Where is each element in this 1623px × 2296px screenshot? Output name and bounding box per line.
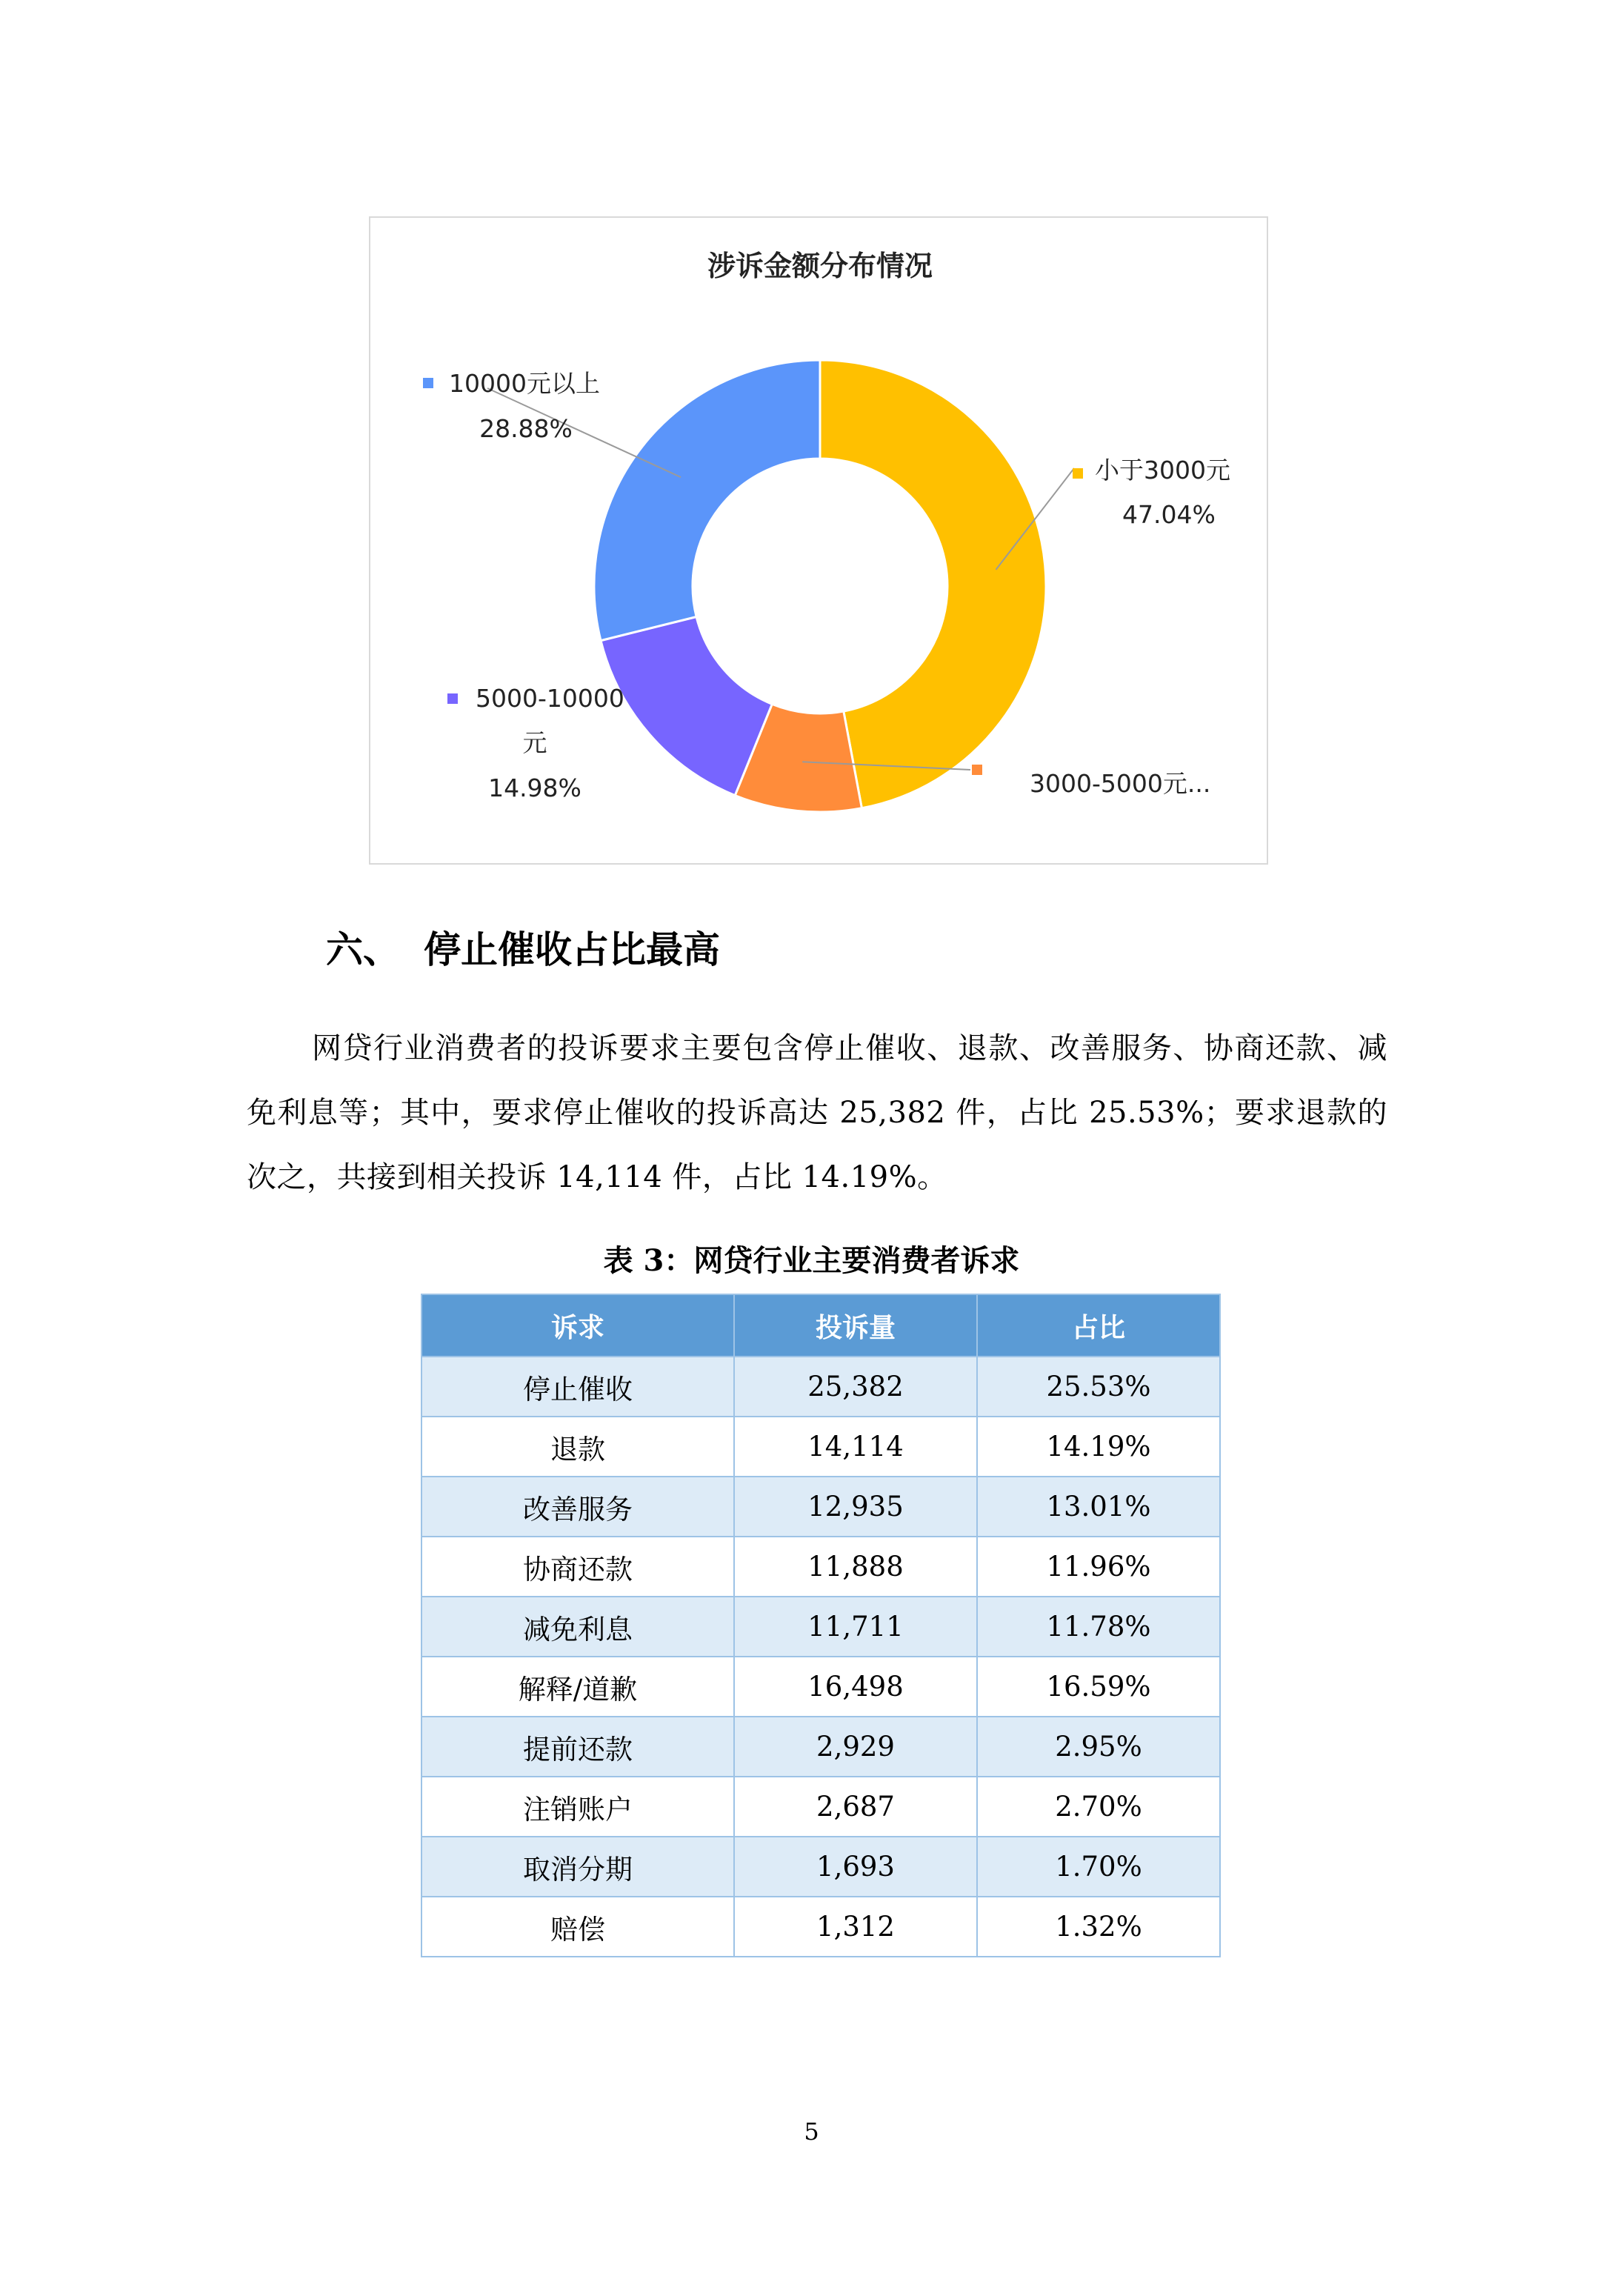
table-row xyxy=(421,1897,1220,1957)
slice-xlarge xyxy=(594,360,820,641)
cell-share: 2.70% xyxy=(977,1777,1220,1837)
slice-label-small: 小于3000元 xyxy=(1095,456,1230,485)
cell-demand: 改善服务 xyxy=(421,1477,734,1537)
slice-pct-small: 47.04% xyxy=(1122,500,1216,529)
table-row xyxy=(421,1777,1220,1837)
cell-count: 12,935 xyxy=(734,1477,977,1537)
table-row xyxy=(421,1657,1220,1717)
chart-title: 涉诉金额分布情况 xyxy=(707,250,933,282)
page-number: 5 xyxy=(804,2117,819,2146)
table-row xyxy=(421,1717,1220,1777)
legend-marker-large xyxy=(447,693,458,704)
cell-count: 11,711 xyxy=(734,1597,977,1657)
slice-large xyxy=(601,617,772,796)
cell-demand: 注销账户 xyxy=(421,1777,734,1837)
section-number: 六、 xyxy=(326,928,400,971)
section-heading xyxy=(326,920,720,974)
cell-share: 11.96% xyxy=(977,1537,1220,1597)
complaint-table xyxy=(421,1294,1221,1957)
cell-share: 16.59% xyxy=(977,1657,1220,1717)
header-share: 占比 xyxy=(977,1294,1220,1357)
cell-share: 2.95% xyxy=(977,1717,1220,1777)
cell-count: 11,888 xyxy=(734,1537,977,1597)
table-header-row xyxy=(421,1294,1220,1357)
cell-count: 2,929 xyxy=(734,1717,977,1777)
cell-demand: 退款 xyxy=(421,1417,734,1477)
cell-share: 1.70% xyxy=(977,1837,1220,1897)
table-row xyxy=(421,1837,1220,1897)
cell-count: 14,114 xyxy=(734,1417,977,1477)
body-paragraph: 网贷行业消费者的投诉要求主要包含停止催收、退款、改善服务、协商还款、减免利息等；其中，要求停止催收的投诉高达 25,382 件，占比 25.53%；要求退款的次之，共接到相关投诉 14,114 件，占比 14.19%。 xyxy=(247,1031,1387,1194)
section-title: 停止催收占比最高 xyxy=(424,928,720,971)
cell-share: 1.32% xyxy=(977,1897,1220,1957)
cell-share: 11.78% xyxy=(977,1597,1220,1657)
amount-distribution-chart xyxy=(369,216,1268,865)
cell-share: 13.01% xyxy=(977,1477,1220,1537)
cell-demand: 赔偿 xyxy=(421,1897,734,1957)
cell-share: 25.53% xyxy=(977,1357,1220,1417)
table-row xyxy=(421,1537,1220,1597)
legend-marker-xlarge xyxy=(423,378,433,388)
cell-demand: 减免利息 xyxy=(421,1597,734,1657)
slice-label-large-line1: 5000-10000 xyxy=(476,684,624,713)
cell-count: 25,382 xyxy=(734,1357,977,1417)
cell-count: 2,687 xyxy=(734,1777,977,1837)
slice-pct-large: 14.98% xyxy=(488,773,581,802)
slice-pct-xlarge: 28.88% xyxy=(479,414,573,443)
cell-share: 14.19% xyxy=(977,1417,1220,1477)
header-count: 投诉量 xyxy=(734,1294,977,1357)
slice-label-mid: 3000-5000元... xyxy=(1030,769,1211,798)
slice-small xyxy=(820,360,1046,808)
cell-count: 16,498 xyxy=(734,1657,977,1717)
table-row xyxy=(421,1597,1220,1657)
table-row xyxy=(421,1357,1220,1417)
slice-label-large-line2: 元 xyxy=(522,728,547,757)
cell-count: 1,693 xyxy=(734,1837,977,1897)
cell-demand: 取消分期 xyxy=(421,1837,734,1897)
table-row xyxy=(421,1417,1220,1477)
legend-marker-small xyxy=(1073,468,1083,479)
legend-marker-mid xyxy=(972,765,982,775)
cell-demand: 协商还款 xyxy=(421,1537,734,1597)
table-caption: 表 3：网贷行业主要消费者诉求 xyxy=(603,1243,1020,1278)
donut-chart-svg xyxy=(370,218,1267,863)
header-demand: 诉求 xyxy=(421,1294,734,1357)
slice-label-xlarge: 10000元以上 xyxy=(449,369,600,398)
cell-demand: 解释/道歉 xyxy=(421,1657,734,1717)
cell-demand: 停止催收 xyxy=(421,1357,734,1417)
table-row xyxy=(421,1477,1220,1537)
cell-demand: 提前还款 xyxy=(421,1717,734,1777)
cell-count: 1,312 xyxy=(734,1897,977,1957)
